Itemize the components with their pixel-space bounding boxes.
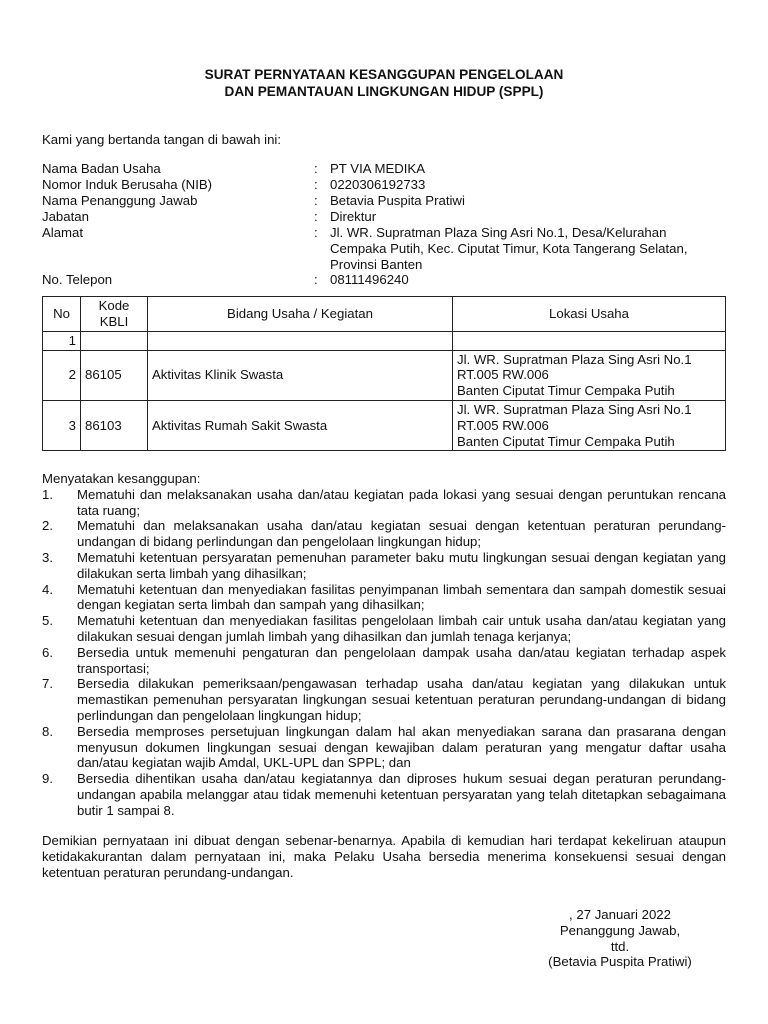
info-colon: : (314, 177, 318, 192)
cell-bidang (148, 331, 453, 350)
lokasi-line-2: RT.005 RW.006 (457, 417, 549, 433)
lokasi-line-1: Jl. WR. Supratman Plaza Sing Asri No.1 (457, 401, 692, 417)
cell-lokasi (453, 331, 726, 350)
table-row (43, 400, 726, 450)
cell-lokasi (453, 350, 726, 400)
address-line-1: Jl. WR. Supratman Plaza Sing Asri No.1, Desa/Kelurahan (330, 225, 667, 240)
title-line-1: SURAT PERNYATAAN KESANGGUPAN PENGELOLAAN (204, 67, 564, 82)
lokasi-line-3: Banten Ciputat Timur Cempaka Putih (457, 433, 675, 449)
list-item (42, 724, 726, 771)
item-text: Mematuhi dan melaksanakan usaha dan/atau kegiatan sesuai dengan ketentuan peraturan perundang-undangan di bidang perlindungan dan pengelolaan lingkungan hidup; (77, 518, 726, 550)
info-colon: : (314, 272, 318, 288)
list-item (42, 518, 726, 550)
item-number: 9. (42, 771, 53, 787)
item-number: 7. (42, 676, 53, 692)
table-header-row (43, 297, 726, 332)
identity-section (42, 161, 732, 288)
info-colon: : (314, 161, 318, 176)
header-kode-line-2: KBLI (99, 313, 129, 329)
item-text: Bersedia untuk memenuhi pengaturan dan pengelolaan dampak usaha dan/atau kegiatan terhadap aspek transportasi; (77, 644, 726, 676)
signature-role: Penanggung Jawab, (559, 922, 681, 938)
closing-paragraph: Demikian pernyataan ini dibuat dengan sebenar-benarnya. Apabila di kemudian hari terdapat kekeliruan ataupun ketidakakurantan dalam pernyataan ini, maka Pelaku Usaha bersedia menerima konsekuensi sesuai dengan ketentuan peraturan perundang-undangan. (42, 833, 726, 880)
declaration-section (42, 471, 726, 819)
list-item (42, 613, 726, 645)
list-item (42, 582, 726, 614)
list-item (42, 550, 726, 582)
info-row-jabatan (42, 209, 732, 225)
title-line-2: DAN PEMANTAUAN LINGKUNGAN HIDUP (SPPL) (224, 83, 544, 99)
item-number: 1. (42, 486, 53, 502)
item-text: Bersedia dilakukan pemeriksaan/pengawasan terhadap usaha dan/atau kegiatan yang dilakukan untuk memastikan pemenuhan persyaratan lingkungan sesuai ketentuan peraturan perundang-undangan di bidang perlindungan dan pengelolaan lingkungan hidup; (77, 676, 726, 723)
cell-bidang: Aktivitas Rumah Sakit Swasta (148, 400, 453, 450)
info-row-nama-badan (42, 161, 732, 177)
header-kode-kbli (81, 297, 148, 332)
list-item (42, 771, 726, 818)
lokasi-line-1: Jl. WR. Supratman Plaza Sing Asri No.1 (457, 351, 692, 367)
info-value: 0220306192733 (330, 177, 426, 192)
signature-date: , 27 Januari 2022 (569, 907, 671, 922)
info-row-nib (42, 177, 732, 193)
info-colon: : (314, 225, 318, 240)
list-item (42, 676, 726, 723)
intro-text: Kami yang bertanda tangan di bawah ini: (42, 132, 282, 147)
info-value: 08111496240 (330, 272, 409, 288)
list-item (42, 645, 726, 677)
cell-kode: 86103 (81, 400, 148, 450)
cell-no: 3 (43, 400, 81, 450)
address-line-3: Provinsi Banten (330, 256, 423, 272)
cell-kode: 86105 (81, 350, 148, 400)
info-value: PT VIA MEDIKA (330, 161, 426, 176)
lokasi-line-3: Banten Ciputat Timur Cempaka Putih (457, 383, 675, 399)
info-row-alamat (42, 225, 732, 272)
info-colon: : (314, 209, 318, 224)
info-label: Jabatan (42, 209, 89, 224)
item-text: Bersedia dihentikan usaha dan/atau kegiatannya dan diproses hukum sesuai degan peraturan perundang-undangan apabila melanggar atau tidak memenuhi ketentuan persyaratan yang telah ditetapkan sebagaimana butir 1 sampai 8. (77, 771, 726, 818)
cell-kode (81, 331, 148, 350)
declaration-list (42, 487, 726, 819)
item-number: 3. (42, 549, 53, 565)
info-value: Betavia Puspita Pratiwi (330, 193, 465, 208)
signature-block (520, 907, 720, 970)
cell-no: 2 (43, 350, 81, 400)
info-label: Nama Penanggung Jawab (42, 193, 198, 208)
list-item (42, 487, 726, 519)
info-label: Nomor Induk Berusaha (NIB) (42, 177, 213, 192)
address-line-2: Cempaka Putih, Kec. Ciputat Timur, Kota Tangerang Selatan, (330, 240, 688, 256)
item-text: Bersedia memproses persetujuan lingkungan dalam hal akan menyediakan sarana dan prasarana dengan menyusun dokumen lingkungan sesuai dengan kewajiban dalam peraturan yang mengatur daftar usaha dan/atau kegiatan wajib Amdal, UKL-UPL dan SPPL; dan (77, 723, 726, 771)
cell-no: 1 (43, 331, 81, 350)
info-label: Nama Badan Usaha (42, 161, 161, 176)
table-row (43, 331, 726, 350)
info-label: No. Telepon (42, 272, 113, 288)
item-text: Mematuhi ketentuan dan menyediakan fasilitas pengelolaan limbah cair untuk usaha dan/atau kegiatan yang dilakukan sesuai dengan jumlah limbah yang dihasilkan dan jumlah tenaga kerjanya; (77, 613, 726, 644)
declaration-heading: Menyatakan kesanggupan: (42, 471, 201, 486)
cell-lokasi (453, 400, 726, 450)
item-number: 5. (42, 613, 53, 629)
item-text: Mematuhi dan melaksanakan usaha dan/atau kegiatan pada lokasi yang sesuai dengan peruntukan rencana tata ruang; (77, 486, 726, 518)
info-row-telepon (42, 272, 732, 288)
item-number: 8. (42, 723, 53, 739)
info-label: Alamat (42, 225, 84, 240)
info-colon: : (314, 193, 318, 208)
item-number: 6. (42, 644, 53, 660)
lokasi-line-2: RT.005 RW.006 (457, 367, 549, 383)
info-value: Direktur (330, 209, 377, 224)
header-kode-line-1: Kode (98, 298, 130, 313)
info-row-penanggung (42, 193, 732, 209)
header-lokasi: Lokasi Usaha (453, 297, 726, 332)
cell-bidang: Aktivitas Klinik Swasta (148, 350, 453, 400)
header-no: No (43, 297, 81, 332)
info-value-address (330, 225, 732, 272)
signature-ttd: ttd. (610, 938, 630, 954)
header-bidang: Bidang Usaha / Kegiatan (148, 297, 453, 332)
item-number: 2. (42, 518, 53, 534)
business-activity-table (42, 296, 726, 451)
signature-name: (Betavia Puspita Pratiwi) (548, 954, 692, 970)
table-row (43, 350, 726, 400)
item-text: Mematuhi ketentuan dan menyediakan fasilitas penyimpanan limbah sementara dan sampah domestik sesuai dengan kegiatan serta limbah dan sampah yang dihasilkan; (77, 581, 726, 613)
item-number: 4. (42, 581, 53, 597)
item-text: Mematuhi ketentuan persyaratan pemenuhan parameter baku mutu lingkungan sesuai dengan kegiatan yang dilakukan serta limbah yang dihasilkan; (77, 549, 726, 581)
document-title (0, 67, 768, 100)
